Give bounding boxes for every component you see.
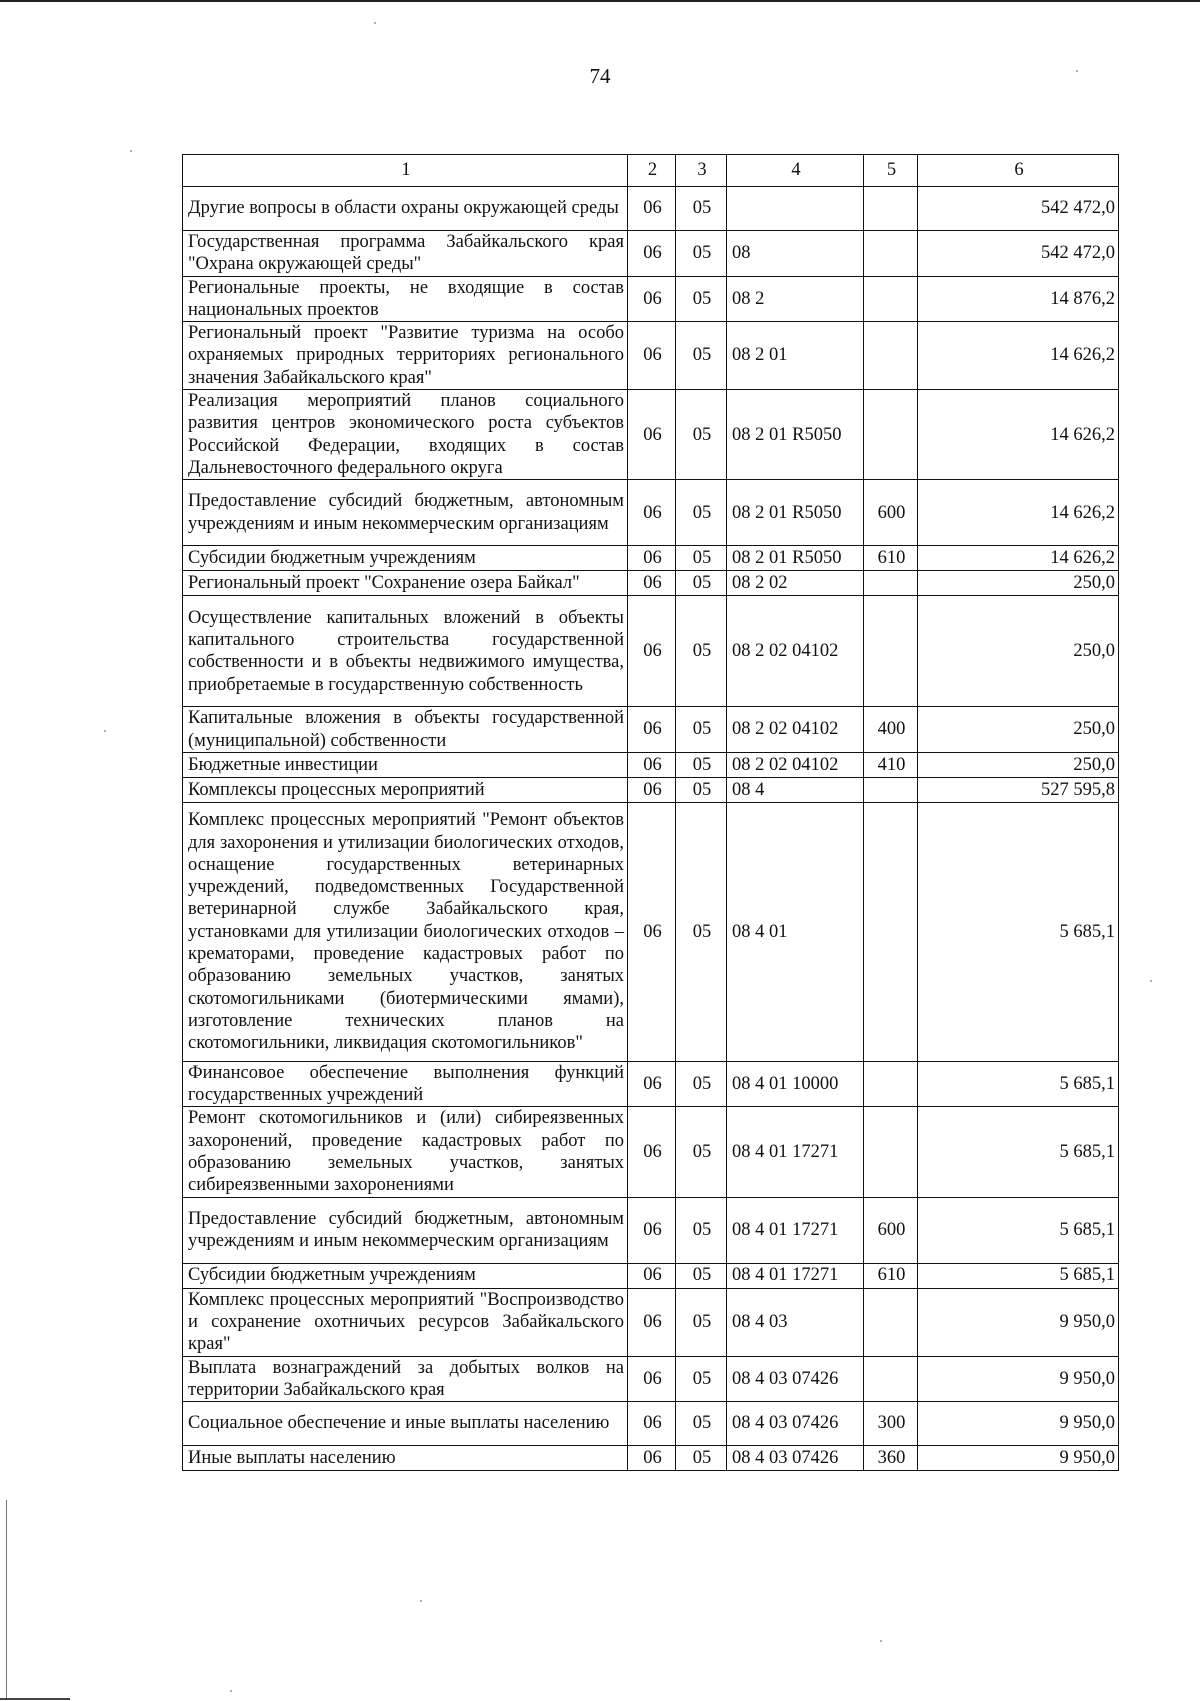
description-cell: Государственная программа Забайкальского края "Охрана окружающей среды" [183, 231, 628, 277]
section-cell: 06 [628, 1402, 676, 1446]
description-cell: Финансовое обеспечение выполнения функций государственных учреждений [183, 1061, 628, 1107]
subsection-cell: 05 [676, 231, 727, 277]
amount-cell: 527 595,8 [918, 777, 1119, 802]
subsection-cell: 05 [676, 480, 727, 546]
description-cell: Региональный проект "Развитие туризма на особо охраняемых природных территориях регионального значения Забайкальского края" [183, 322, 628, 390]
expense-type-cell [864, 1356, 918, 1402]
description-cell: Реализация мероприятий планов социального развития центров экономического роста субъектов Российской Федерации, входящих в состав Дальневосточного федерального округа [183, 390, 628, 480]
target-article-cell: 08 4 01 17271 [727, 1263, 864, 1288]
section-cell: 06 [628, 322, 676, 390]
description-cell: Осуществление капитальных вложений в объекты капитального строительства государственной собственности и в объекты недвижимого имущества, приобретаемые в государственную собственность [183, 596, 628, 707]
subsection-cell: 05 [676, 390, 727, 480]
expense-type-cell [864, 596, 918, 707]
description-cell: Другие вопросы в области охраны окружающей среды [183, 187, 628, 231]
description-cell: Предоставление субсидий бюджетным, автономным учреждениям и иным некоммерческим организациям [183, 480, 628, 546]
section-cell: 06 [628, 1288, 676, 1356]
scan-top-edge [0, 0, 1200, 2]
section-cell: 06 [628, 1197, 676, 1263]
column-header-4: 4 [727, 155, 864, 187]
table-row [183, 1288, 1119, 1356]
expense-type-cell: 610 [864, 1263, 918, 1288]
section-cell: 06 [628, 187, 676, 231]
table-row [183, 187, 1119, 231]
subsection-cell: 05 [676, 1197, 727, 1263]
subsection-cell: 05 [676, 596, 727, 707]
table-row [183, 596, 1119, 707]
section-cell: 06 [628, 571, 676, 596]
scan-speck [104, 730, 106, 732]
subsection-cell: 05 [676, 707, 727, 753]
table-body [183, 187, 1119, 1471]
expense-type-cell: 600 [864, 480, 918, 546]
amount-cell: 5 685,1 [918, 1263, 1119, 1288]
scan-speck [1150, 980, 1152, 982]
expense-type-cell: 360 [864, 1446, 918, 1471]
target-article-cell: 08 2 02 04102 [727, 707, 864, 753]
table-row [183, 480, 1119, 546]
amount-cell: 14 626,2 [918, 390, 1119, 480]
scan-bottom-left-mark [0, 1698, 70, 1700]
table-row [183, 390, 1119, 480]
description-cell: Капитальные вложения в объекты государственной (муниципальной) собственности [183, 707, 628, 753]
scan-speck [880, 1640, 882, 1642]
section-cell: 06 [628, 1263, 676, 1288]
section-cell: 06 [628, 480, 676, 546]
expense-type-cell [864, 1061, 918, 1107]
description-cell: Комплексы процессных мероприятий [183, 777, 628, 802]
expense-type-cell: 600 [864, 1197, 918, 1263]
target-article-cell: 08 4 01 10000 [727, 1061, 864, 1107]
expense-type-cell [864, 276, 918, 322]
description-cell: Региональные проекты, не входящие в состав национальных проектов [183, 276, 628, 322]
subsection-cell: 05 [676, 1402, 727, 1446]
section-cell: 06 [628, 1446, 676, 1471]
table-row [183, 231, 1119, 277]
section-cell: 06 [628, 802, 676, 1061]
expense-type-cell [864, 231, 918, 277]
table-row [183, 1446, 1119, 1471]
target-article-cell: 08 [727, 231, 864, 277]
amount-cell: 9 950,0 [918, 1288, 1119, 1356]
subsection-cell: 05 [676, 1263, 727, 1288]
scan-speck [230, 1690, 232, 1692]
table-header-row [183, 155, 1119, 187]
expense-type-cell [864, 187, 918, 231]
scan-speck [1076, 70, 1078, 72]
amount-cell: 542 472,0 [918, 187, 1119, 231]
description-cell: Предоставление субсидий бюджетным, автономным учреждениям и иным некоммерческим организациям [183, 1197, 628, 1263]
subsection-cell: 05 [676, 802, 727, 1061]
description-cell: Бюджетные инвестиции [183, 752, 628, 777]
expense-type-cell: 610 [864, 546, 918, 571]
subsection-cell: 05 [676, 1061, 727, 1107]
target-article-cell: 08 4 01 [727, 802, 864, 1061]
subsection-cell: 05 [676, 1356, 727, 1402]
expense-type-cell [864, 1288, 918, 1356]
column-header-2: 2 [628, 155, 676, 187]
table-row [183, 322, 1119, 390]
amount-cell: 9 950,0 [918, 1356, 1119, 1402]
expense-type-cell: 410 [864, 752, 918, 777]
scan-speck [374, 22, 376, 24]
description-cell: Комплекс процессных мероприятий "Ремонт объектов для захоронения и утилизации биологических отходов, оснащение государственных ветеринарных учреждений, подведомственных Государственной ветеринарной службе Забайкальского края, установками для утилизации биологических отходов – крематорами, проведение кадастровых работ по образованию земельных участков, занятых скотомогильниками (биотермическими ямами), изготовление технических планов на скотомогильники, ликвидация скотомогильников" [183, 802, 628, 1061]
target-article-cell: 08 4 01 17271 [727, 1107, 864, 1197]
target-article-cell: 08 2 02 04102 [727, 752, 864, 777]
expense-type-cell: 400 [864, 707, 918, 753]
table-row [183, 1061, 1119, 1107]
amount-cell: 5 685,1 [918, 1107, 1119, 1197]
amount-cell: 14 876,2 [918, 276, 1119, 322]
subsection-cell: 05 [676, 322, 727, 390]
amount-cell: 14 626,2 [918, 480, 1119, 546]
amount-cell: 542 472,0 [918, 231, 1119, 277]
target-article-cell: 08 4 03 07426 [727, 1446, 864, 1471]
subsection-cell: 05 [676, 777, 727, 802]
subsection-cell: 05 [676, 752, 727, 777]
table-row [183, 1402, 1119, 1446]
column-header-6: 6 [918, 155, 1119, 187]
amount-cell: 250,0 [918, 707, 1119, 753]
target-article-cell: 08 4 03 07426 [727, 1402, 864, 1446]
column-header-5: 5 [864, 155, 918, 187]
table-row [183, 752, 1119, 777]
target-article-cell: 08 4 [727, 777, 864, 802]
scan-speck [420, 1600, 422, 1602]
subsection-cell: 05 [676, 546, 727, 571]
target-article-cell: 08 4 03 07426 [727, 1356, 864, 1402]
table-row [183, 546, 1119, 571]
expense-type-cell [864, 571, 918, 596]
table-row [183, 1197, 1119, 1263]
target-article-cell: 08 2 [727, 276, 864, 322]
amount-cell: 14 626,2 [918, 546, 1119, 571]
target-article-cell: 08 2 01 R5050 [727, 546, 864, 571]
amount-cell: 9 950,0 [918, 1402, 1119, 1446]
expense-type-cell: 300 [864, 1402, 918, 1446]
expense-type-cell [864, 802, 918, 1061]
description-cell: Субсидии бюджетным учреждениям [183, 546, 628, 571]
section-cell: 06 [628, 390, 676, 480]
amount-cell: 9 950,0 [918, 1446, 1119, 1471]
amount-cell: 250,0 [918, 571, 1119, 596]
column-header-3: 3 [676, 155, 727, 187]
target-article-cell: 08 2 01 R5050 [727, 390, 864, 480]
table-row [183, 802, 1119, 1061]
subsection-cell: 05 [676, 571, 727, 596]
scan-speck [130, 150, 132, 152]
section-cell: 06 [628, 276, 676, 322]
table-row [183, 1107, 1119, 1197]
amount-cell: 5 685,1 [918, 802, 1119, 1061]
subsection-cell: 05 [676, 187, 727, 231]
table-row [183, 276, 1119, 322]
description-cell: Ремонт скотомогильников и (или) сибиреязвенных захоронений, проведение кадастровых работ по образованию земельных участков, занятых сибиреязвенными захоронениями [183, 1107, 628, 1197]
section-cell: 06 [628, 707, 676, 753]
amount-cell: 14 626,2 [918, 322, 1119, 390]
target-article-cell [727, 187, 864, 231]
target-article-cell: 08 2 02 [727, 571, 864, 596]
section-cell: 06 [628, 596, 676, 707]
table-row [183, 1356, 1119, 1402]
section-cell: 06 [628, 752, 676, 777]
target-article-cell: 08 4 01 17271 [727, 1197, 864, 1263]
target-article-cell: 08 2 01 [727, 322, 864, 390]
target-article-cell: 08 2 01 R5050 [727, 480, 864, 546]
section-cell: 06 [628, 1107, 676, 1197]
section-cell: 06 [628, 231, 676, 277]
amount-cell: 250,0 [918, 596, 1119, 707]
section-cell: 06 [628, 777, 676, 802]
description-cell: Выплата вознаграждений за добытых волков на территории Забайкальского края [183, 1356, 628, 1402]
budget-table [182, 154, 1119, 1471]
amount-cell: 250,0 [918, 752, 1119, 777]
table-row [183, 777, 1119, 802]
expense-type-cell [864, 390, 918, 480]
subsection-cell: 05 [676, 276, 727, 322]
table-row [183, 1263, 1119, 1288]
scan-left-edge [6, 1500, 7, 1700]
column-header-1: 1 [183, 155, 628, 187]
subsection-cell: 05 [676, 1446, 727, 1471]
expense-type-cell [864, 322, 918, 390]
table-row [183, 707, 1119, 753]
section-cell: 06 [628, 1061, 676, 1107]
target-article-cell: 08 2 02 04102 [727, 596, 864, 707]
description-cell: Социальное обеспечение и иные выплаты населению [183, 1402, 628, 1446]
description-cell: Субсидии бюджетным учреждениям [183, 1263, 628, 1288]
section-cell: 06 [628, 1356, 676, 1402]
target-article-cell: 08 4 03 [727, 1288, 864, 1356]
table-row [183, 571, 1119, 596]
section-cell: 06 [628, 546, 676, 571]
page-number: 74 [589, 64, 611, 88]
description-cell: Комплекс процессных мероприятий "Воспроизводство и сохранение охотничьих ресурсов Забайкальского края" [183, 1288, 628, 1356]
subsection-cell: 05 [676, 1288, 727, 1356]
expense-type-cell [864, 777, 918, 802]
description-cell: Иные выплаты населению [183, 1446, 628, 1471]
description-cell: Региональный проект "Сохранение озера Байкал" [183, 571, 628, 596]
subsection-cell: 05 [676, 1107, 727, 1197]
amount-cell: 5 685,1 [918, 1061, 1119, 1107]
expense-type-cell [864, 1107, 918, 1197]
amount-cell: 5 685,1 [918, 1197, 1119, 1263]
